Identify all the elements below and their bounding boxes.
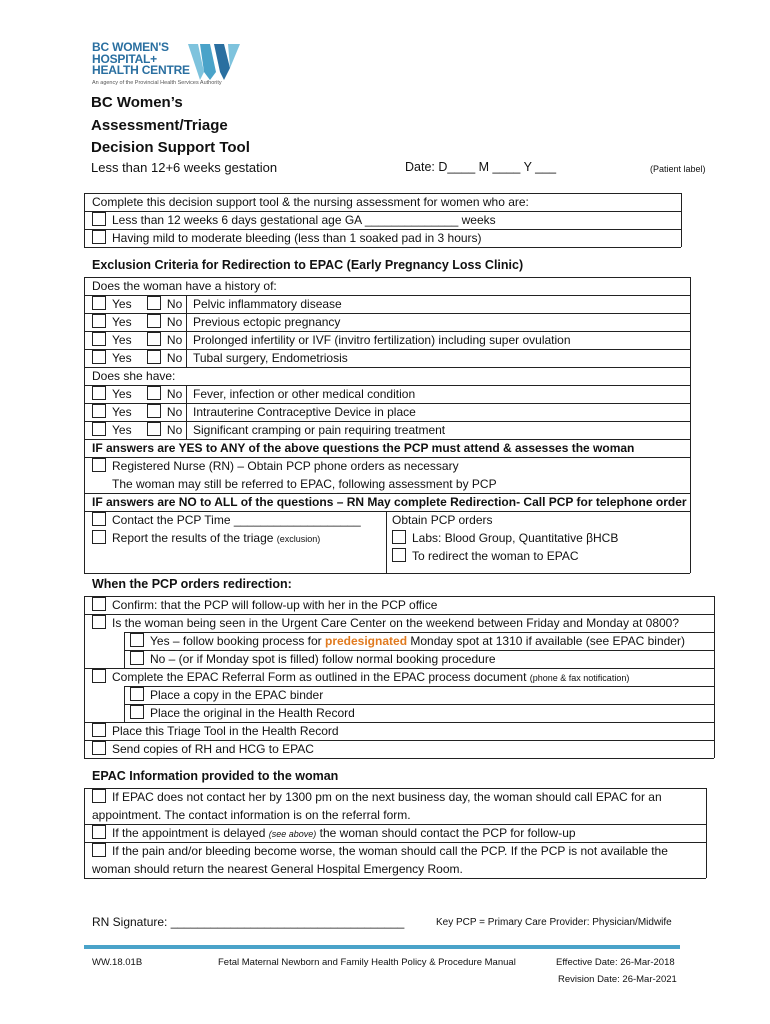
history-2: Previous ectopic pregnancy (193, 315, 341, 329)
epac-info-1 (92, 788, 662, 806)
logo-line-2: HOSPITAL+ (92, 51, 157, 66)
current-question: Does she have: (92, 369, 176, 383)
no-label: No (166, 423, 183, 437)
yes-label: Yes (112, 297, 132, 311)
yes-label: Yes (112, 387, 132, 401)
obtain-orders: Obtain PCP orders (392, 513, 493, 527)
epac-info-1b: appointment. The contact information is on the referral form. (92, 808, 411, 822)
history-3: Prolonged infertility or IVF (invitro fertilization) including super ovulation (193, 333, 571, 347)
page-title (91, 92, 250, 160)
report-triage-label: Report the results of the triage (112, 531, 274, 545)
no-label: No (166, 315, 183, 329)
current-row-3 (92, 421, 182, 439)
urgent-care-question (92, 614, 679, 632)
no-checkbox[interactable] (147, 296, 161, 310)
yes-label: Yes (112, 351, 132, 365)
pcp-header: When the PCP orders redirection: (92, 577, 292, 591)
current-1: Fever, infection or other medical condition (193, 387, 416, 401)
intro-text: Complete this decision support tool & the nursing assessment for women who are: (92, 195, 529, 209)
copy-binder (130, 686, 323, 704)
title-line-1: BC Women’s (91, 94, 183, 111)
logo-line-1: BC WOMEN'S (92, 40, 169, 54)
checkbox[interactable] (392, 548, 406, 562)
history-1: Pelvic inflammatory disease (193, 297, 342, 311)
checkbox[interactable] (92, 843, 106, 857)
triage-record-label: Place this Triage Tool in the Health Record (112, 724, 339, 738)
epac-info-2-label: If the appointment is delayed (112, 826, 269, 840)
epac-info-3b: woman should return the nearest General Hospital Emergency Room. (92, 862, 463, 876)
logo-tagline: An agency of the Provincial Health Services Authority (92, 80, 222, 86)
key-note: Key PCP = Primary Care Provider: Physician/Midwife (436, 917, 672, 928)
contact-pcp (92, 511, 361, 529)
no-checkbox[interactable] (147, 404, 161, 418)
effective-date: Effective Date: 26-Mar-2018 (556, 957, 675, 968)
current-2: Intrauterine Contraceptive Device in place (193, 405, 416, 419)
no-checkbox[interactable] (147, 332, 161, 346)
history-row-3 (92, 331, 182, 349)
epac-info-3-label: If the pain and/or bleeding become worse, the woman should call the PCP. If the PCP is not available the (112, 844, 668, 858)
epac-info-2 (92, 824, 576, 843)
no-checkbox[interactable] (147, 350, 161, 364)
checkbox[interactable] (130, 705, 144, 719)
original-record-label: Place the original in the Health Record (150, 706, 355, 720)
footer-bar (84, 945, 680, 949)
exclusion-header: Exclusion Criteria for Redirection to EPAC (Early Pregnancy Loss Clinic) (92, 258, 524, 272)
no-label: No (166, 297, 183, 311)
checkbox[interactable] (92, 512, 106, 526)
checkbox[interactable] (92, 458, 106, 472)
epac-info-1-label: If EPAC does not contact her by 1300 pm on the next business day, the woman should call EPAC for an (112, 790, 662, 804)
rn-phone-orders (92, 457, 459, 475)
current-row-2 (92, 403, 182, 421)
original-record (130, 704, 355, 722)
redirect-order-label: To redirect the woman to EPAC (412, 549, 579, 563)
rn-signature[interactable]: RN Signature: ___________________________________ (92, 915, 405, 929)
contact-pcp-label: Contact the PCP Time ___________________ (112, 513, 361, 527)
redirect-order (392, 547, 579, 565)
urgent-care-label: Is the woman being seen in the Urgent Care Center on the weekend between Friday and Monday at 0800? (112, 616, 680, 630)
referral-note: (phone & fax notification) (529, 673, 630, 683)
triage-record (92, 722, 339, 740)
if-no-rule: IF answers are NO to ALL of the questions – RN May complete Redirection- Call PCP for telephone order (92, 495, 687, 509)
no-checkbox[interactable] (147, 314, 161, 328)
predesignated-text: predesignated (325, 634, 408, 648)
rn-phone-orders-label: Registered Nurse (RN) – Obtain PCP phone orders as necessary (112, 459, 459, 473)
report-triage (92, 529, 320, 548)
intro-item-1-label: Less than 12 weeks 6 days gestational age GA ______________ weeks (112, 213, 496, 227)
checkbox[interactable] (130, 651, 144, 665)
checkbox[interactable] (92, 615, 106, 629)
confirm-followup (92, 596, 437, 614)
yes-checkbox[interactable] (92, 350, 106, 364)
yes-checkbox[interactable] (92, 296, 106, 310)
checkbox[interactable] (92, 212, 106, 226)
epac-header: EPAC Information provided to the woman (92, 769, 339, 783)
date-field[interactable]: Date: D____ M ____ Y ___ (405, 160, 557, 174)
checkbox[interactable] (130, 633, 144, 647)
yes-booking-label: Yes – follow booking process for (150, 634, 325, 648)
exclusion-note: (exclusion) (276, 534, 321, 544)
title-line-3: Decision Support Tool (91, 139, 250, 156)
intro-item-2-label: Having mild to moderate bleeding (less than 1 soaked pad in 3 hours) (112, 231, 482, 245)
referral-form-label: Complete the EPAC Referral Form as outlined in the EPAC process document (112, 670, 527, 684)
checkbox[interactable] (92, 530, 106, 544)
checkbox[interactable] (92, 789, 106, 803)
history-row-2 (92, 313, 182, 331)
yes-checkbox[interactable] (92, 404, 106, 418)
current-3: Significant cramping or pain requiring treatment (193, 423, 446, 437)
title-line-2: Assessment/Triage (91, 116, 228, 134)
no-checkbox[interactable] (147, 386, 161, 400)
yes-checkbox[interactable] (92, 422, 106, 436)
yes-label: Yes (112, 333, 132, 347)
confirm-followup-label: Confirm: that the PCP will follow-up with her in the PCP office (112, 598, 438, 612)
patient-label: (Patient label) (650, 164, 706, 174)
history-question: Does the woman have a history of: (92, 279, 277, 293)
yes-label: Yes (112, 405, 132, 419)
referred-note: The woman may still be referred to EPAC, following assessment by PCP (112, 477, 497, 491)
no-checkbox[interactable] (147, 422, 161, 436)
yes-checkbox[interactable] (92, 314, 106, 328)
checkbox[interactable] (92, 230, 106, 244)
yes-label: Yes (112, 423, 132, 437)
manual-name: Fetal Maternal Newborn and Family Health Policy & Procedure Manual (218, 957, 516, 968)
yes-label: Yes (112, 315, 132, 329)
intro-item-1 (92, 211, 496, 229)
copy-binder-label: Place a copy in the EPAC binder (150, 688, 324, 702)
checkbox[interactable] (92, 723, 106, 737)
intro-item-2 (92, 229, 482, 247)
no-booking-label: No – (or if Monday spot is filled) follow normal booking procedure (150, 652, 496, 666)
send-copies-label: Send copies of RH and HCG to EPAC (112, 742, 314, 756)
yes-booking (130, 632, 685, 650)
labs-order (392, 529, 618, 547)
checkbox[interactable] (92, 669, 106, 683)
referral-form (92, 668, 629, 687)
epac-info-2-rest: the woman should contact the PCP for follow-up (316, 826, 576, 840)
current-row-1 (92, 385, 182, 403)
logo-line-3: HEALTH CENTRE (92, 63, 190, 77)
if-yes-rule: IF answers are YES to ANY of the above questions the PCP must attend & assesses the woman (92, 441, 635, 455)
logo-w-mark-icon (186, 42, 242, 82)
history-row-4 (92, 349, 182, 367)
labs-order-label: Labs: Blood Group, Quantitative βHCB (412, 531, 619, 545)
revision-date: Revision Date: 26-Mar-2021 (558, 974, 677, 985)
checkbox[interactable] (92, 825, 106, 839)
checkbox[interactable] (392, 530, 406, 544)
checkbox[interactable] (92, 741, 106, 755)
epac-info-2-note: (see above) (268, 829, 317, 839)
no-label: No (166, 351, 183, 365)
yes-booking-rest: Monday spot at 1310 if available (see EPAC binder) (407, 634, 685, 648)
no-label: No (166, 387, 183, 401)
history-4: Tubal surgery, Endometriosis (193, 351, 348, 365)
checkbox[interactable] (130, 687, 144, 701)
no-booking (130, 650, 496, 668)
checkbox[interactable] (92, 597, 106, 611)
yes-checkbox[interactable] (92, 332, 106, 346)
send-copies (92, 740, 314, 758)
epac-info-3 (92, 842, 668, 860)
no-label: No (166, 333, 183, 347)
history-row-1 (92, 295, 182, 313)
no-label: No (166, 405, 183, 419)
yes-checkbox[interactable] (92, 386, 106, 400)
doc-code: WW.18.01B (92, 957, 143, 968)
gestation-subtitle: Less than 12+6 weeks gestation (91, 160, 278, 175)
